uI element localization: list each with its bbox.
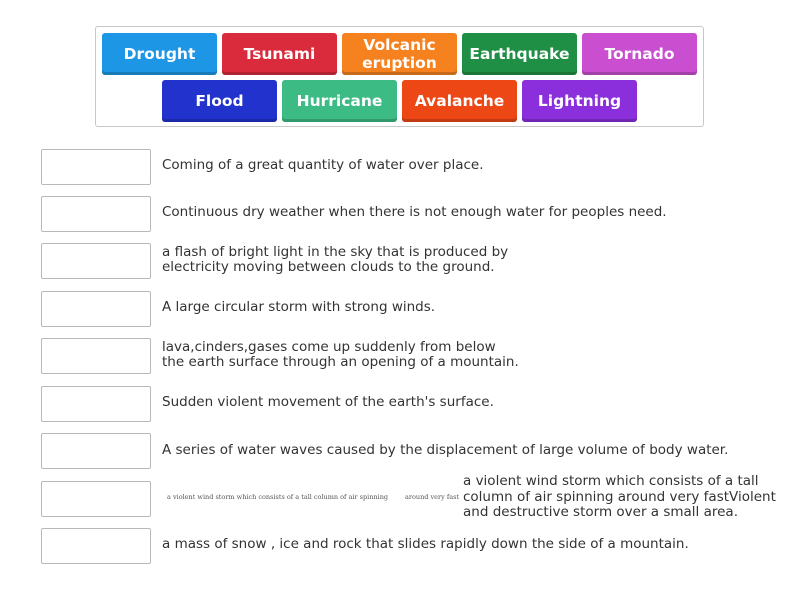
answer-slot-7[interactable] bbox=[41, 433, 151, 469]
description-7: A series of water waves caused by the displacement of large volume of body water. bbox=[162, 442, 729, 458]
description-2: Continuous dry weather when there is not enough water for peoples need. bbox=[162, 204, 667, 220]
tile-label: Tsunami bbox=[243, 45, 316, 63]
answer-slot-6[interactable] bbox=[41, 386, 151, 422]
answer-slot-4[interactable] bbox=[41, 291, 151, 327]
description-8: a violent wind storm which consists of a tall column of air spinning around very fastViolent and destructive storm over a small area. bbox=[463, 473, 776, 520]
tile-label: Lightning bbox=[537, 92, 622, 110]
tile-drought[interactable] bbox=[102, 33, 217, 75]
tile-tornado[interactable] bbox=[582, 33, 697, 75]
tile-label: Drought bbox=[123, 45, 196, 63]
tile-lightning[interactable] bbox=[522, 80, 637, 122]
tile-label: Hurricane bbox=[296, 92, 383, 110]
tile-label: Volcanic eruption bbox=[362, 36, 437, 72]
description-1: Coming of a great quantity of water over place. bbox=[162, 157, 484, 173]
tile-flood[interactable] bbox=[162, 80, 277, 122]
answer-slot-5[interactable] bbox=[41, 338, 151, 374]
description-8-image-text bbox=[167, 493, 460, 505]
word-bank bbox=[95, 26, 704, 127]
answer-slot-1[interactable] bbox=[41, 149, 151, 185]
image-text-left: a violent wind storm which consists of a tall column of air spinning bbox=[167, 493, 389, 501]
tile-label: Earthquake bbox=[469, 45, 570, 63]
description-5: lava,cinders,gases come up suddenly from below the earth surface through an opening of a mountain. bbox=[162, 339, 519, 370]
tile-hurricane[interactable] bbox=[282, 80, 397, 122]
answer-slot-2[interactable] bbox=[41, 196, 151, 232]
answer-slot-8[interactable] bbox=[41, 481, 151, 517]
answer-slot-9[interactable] bbox=[41, 528, 151, 564]
description-4: A large circular storm with strong winds. bbox=[162, 299, 436, 315]
tile-label: Flood bbox=[195, 92, 244, 110]
description-3: a flash of bright light in the sky that is produced by electricity moving between clouds to the ground. bbox=[162, 244, 509, 275]
image-text-right: around very fast bbox=[405, 493, 460, 501]
tile-label: Avalanche bbox=[414, 92, 505, 110]
tile-earthquake[interactable] bbox=[462, 33, 577, 75]
description-6: Sudden violent movement of the earth's surface. bbox=[162, 394, 494, 410]
tile-label: Tornado bbox=[604, 45, 675, 63]
description-9: a mass of snow , ice and rock that slides rapidly down the side of a mountain. bbox=[162, 536, 689, 552]
answer-slot-3[interactable] bbox=[41, 243, 151, 279]
tile-volcanic-eruption[interactable] bbox=[342, 33, 457, 75]
tile-tsunami[interactable] bbox=[222, 33, 337, 75]
tile-avalanche[interactable] bbox=[402, 80, 517, 122]
